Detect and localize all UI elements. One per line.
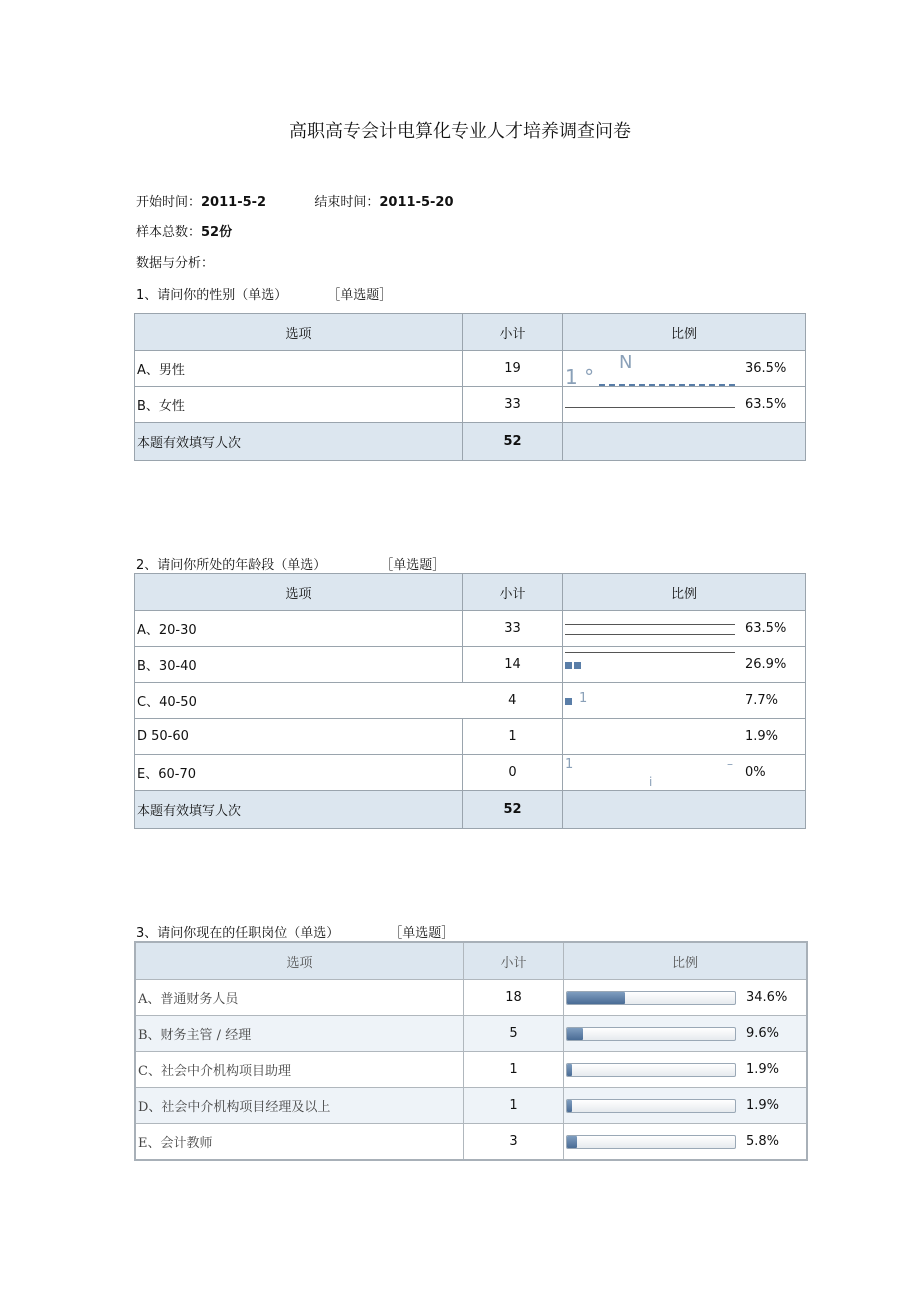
ratio-bar-cell — [563, 387, 738, 423]
table-row — [135, 611, 806, 647]
q1-type: ［单选题］ — [327, 288, 393, 303]
analysis-label: 数据与分析： — [136, 256, 215, 271]
sample-total — [136, 221, 232, 240]
sample-label: 样本总数： — [136, 225, 202, 240]
table-row — [135, 351, 806, 387]
table-row — [135, 980, 807, 1016]
table-row — [135, 683, 806, 719]
option-label: B、财务主管 / 经理 — [135, 1016, 464, 1052]
end-label: 结束时间： — [314, 195, 380, 210]
ratio-bar-cell — [563, 647, 738, 683]
ratio-bar-cell — [563, 351, 738, 387]
q1-title — [136, 284, 392, 303]
q3-title — [136, 922, 454, 941]
option-percent: 7.7% — [737, 683, 806, 719]
progress-fill — [567, 1100, 572, 1112]
option-count: 5 — [464, 1016, 564, 1052]
sample-value: 52份 — [201, 225, 233, 240]
header-ratio: 比例 — [563, 314, 806, 351]
option-percent: 9.6% — [738, 1016, 807, 1052]
option-count: 1 — [464, 1088, 564, 1124]
footer-count: 52 — [463, 423, 563, 461]
option-count: 1 — [463, 719, 563, 755]
option-percent: 36.5% — [737, 351, 806, 387]
ghost-digit: 1 ° — [565, 365, 595, 389]
option-count: 4 — [463, 683, 563, 719]
header-option: 选项 — [135, 314, 463, 351]
table-row — [135, 1088, 807, 1124]
ratio-bar-segment — [574, 662, 581, 669]
option-count: 18 — [464, 980, 564, 1016]
progress-bar — [566, 1099, 736, 1113]
progress-bar — [566, 1027, 736, 1041]
q3-type: ［单选题］ — [389, 926, 455, 941]
q3-table — [134, 941, 808, 1161]
option-label: E、60-70 — [135, 755, 463, 791]
q3-title-text: 3、请问你现在的任职岗位（单选） — [136, 926, 340, 941]
option-label: A、男性 — [135, 351, 463, 387]
table-row — [135, 647, 806, 683]
option-percent: 63.5% — [737, 611, 806, 647]
ghost-letter: N — [619, 352, 633, 373]
footer-label: 本题有效填写人次 — [135, 423, 463, 461]
ghost-dash: – — [727, 757, 733, 771]
q2-table — [134, 573, 806, 829]
header-option: 选项 — [135, 574, 463, 611]
option-percent: 1.9% — [738, 1088, 807, 1124]
ratio-bar-cell — [564, 1016, 739, 1052]
ratio-bar — [565, 407, 735, 408]
progress-fill — [567, 992, 625, 1004]
ratio-bar-cell — [563, 683, 738, 719]
header-count: 小计 — [463, 314, 563, 351]
progress-fill — [567, 1064, 572, 1076]
option-percent: 1.9% — [737, 719, 806, 755]
header-ratio: 比例 — [564, 942, 808, 980]
ratio-bar-cell — [563, 755, 738, 791]
option-count: 14 — [463, 647, 563, 683]
bar-outline — [565, 652, 735, 653]
footer-empty — [563, 791, 806, 829]
progress-bar — [566, 1063, 736, 1077]
table-row — [135, 719, 806, 755]
progress-fill — [567, 1028, 583, 1040]
table-row — [135, 1124, 807, 1161]
footer-empty — [563, 423, 806, 461]
start-value: 2011-5-2 — [201, 195, 267, 210]
option-count: 19 — [463, 351, 563, 387]
option-count: 33 — [463, 611, 563, 647]
q1-footer-row — [135, 423, 806, 461]
option-percent: 0% — [737, 755, 806, 791]
ghost-digit: 1 — [565, 757, 574, 772]
document-title: 高职高专会计电算化专业人才培养调查问卷 — [289, 121, 631, 142]
header-option: 选项 — [135, 942, 464, 980]
ratio-bar-segment — [565, 698, 572, 705]
q1-header-row — [135, 314, 806, 351]
q1-table — [134, 313, 806, 461]
q2-type: ［单选题］ — [380, 558, 446, 573]
progress-fill — [567, 1136, 577, 1148]
ratio-bar-cell — [564, 980, 739, 1016]
option-percent: 26.9% — [737, 647, 806, 683]
option-count: 3 — [464, 1124, 564, 1161]
option-count: 1 — [464, 1052, 564, 1088]
table-row — [135, 755, 806, 791]
option-label: D、社会中介机构项目经理及以上 — [135, 1088, 464, 1124]
start-label: 开始时间： — [136, 195, 202, 210]
q2-title-text: 2、请问你所处的年龄段（单选） — [136, 558, 327, 573]
option-label: C、社会中介机构项目助理 — [135, 1052, 464, 1088]
q2-header-row — [135, 574, 806, 611]
ratio-bar-cell — [563, 719, 738, 755]
option-label: E、会计教师 — [135, 1124, 464, 1161]
option-percent: 63.5% — [737, 387, 806, 423]
ghost-digit: 1 — [579, 690, 588, 706]
header-count: 小计 — [463, 574, 563, 611]
option-percent: 1.9% — [738, 1052, 807, 1088]
progress-bar — [566, 1135, 736, 1149]
q2-footer-row — [135, 791, 806, 829]
table-row — [135, 1016, 807, 1052]
header-count: 小计 — [464, 942, 564, 980]
option-label: A、普通财务人员 — [135, 980, 464, 1016]
option-label: A、20-30 — [135, 611, 463, 647]
ratio-bar — [565, 624, 735, 635]
ratio-bar-cell — [564, 1124, 739, 1161]
option-percent: 34.6% — [738, 980, 807, 1016]
header-ratio: 比例 — [563, 574, 806, 611]
ratio-bar-cell — [564, 1052, 739, 1088]
end-value: 2011-5-20 — [379, 195, 454, 210]
footer-label: 本题有效填写人次 — [135, 791, 463, 829]
time-range — [136, 191, 454, 210]
option-count: 0 — [463, 755, 563, 791]
table-row — [135, 1052, 807, 1088]
option-percent: 5.8% — [738, 1124, 807, 1161]
ratio-bar-cell — [564, 1088, 739, 1124]
ghost-letter: i — [649, 775, 653, 789]
option-label: B、30-40 — [135, 647, 463, 683]
ratio-bar-cell — [563, 611, 738, 647]
option-label: D 50-60 — [135, 719, 463, 755]
table-row — [135, 387, 806, 423]
option-count: 33 — [463, 387, 563, 423]
footer-count: 52 — [463, 791, 563, 829]
q3-header-row — [135, 942, 807, 980]
progress-bar — [566, 991, 736, 1005]
ratio-bar-segment — [565, 662, 572, 669]
q1-title-text: 1、请问你的性别（单选） — [136, 288, 288, 303]
option-label: B、女性 — [135, 387, 463, 423]
q2-title — [136, 554, 445, 573]
option-label: C、40-50 — [135, 683, 463, 719]
